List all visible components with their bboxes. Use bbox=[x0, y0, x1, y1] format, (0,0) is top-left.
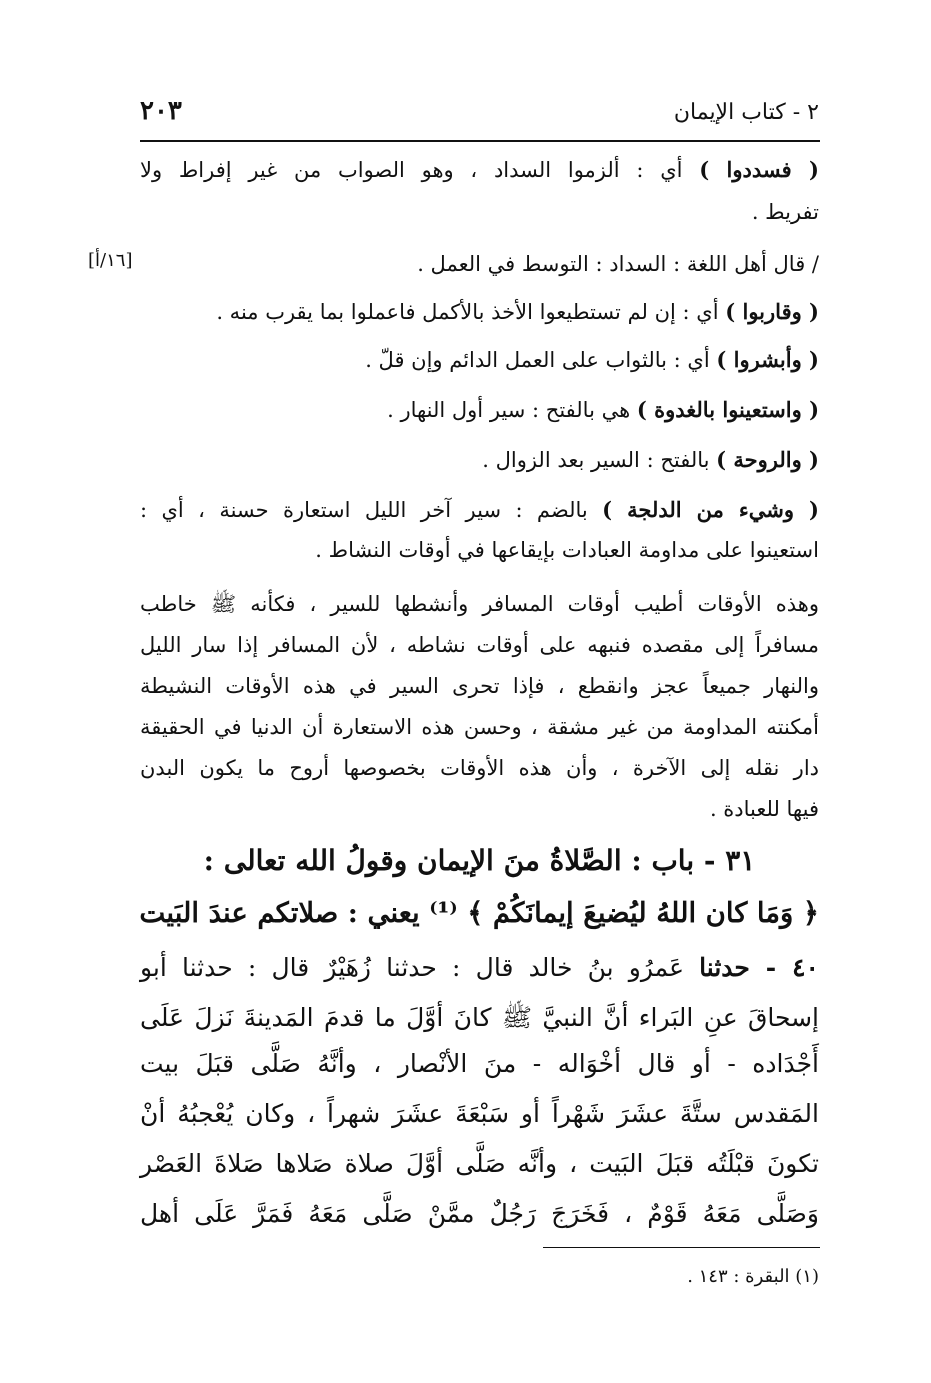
commentary-line bbox=[140, 530, 819, 570]
paragraph-line: فيها للعبادة . bbox=[709, 797, 819, 821]
hadith-text: إسحاقَ عنِ البَراء أنَّ النبيَّ ﷺ كانَ أوَّلَ ما قدمَ المَدينةَ نَزلَ عَلَى bbox=[140, 1003, 819, 1032]
commentary-term: ( وشيء من الدلجة ) bbox=[602, 497, 819, 522]
hadith-line bbox=[140, 1092, 819, 1136]
footnote: (١) البقرة : ١٤٣ . bbox=[687, 1266, 819, 1287]
hadith-line bbox=[140, 1142, 819, 1186]
header-rule bbox=[140, 140, 820, 142]
paragraph-line: دار نقله إلى الآخرة ، وأن هذه الأوقات بخصوصها أروح ما يكون البدن bbox=[140, 756, 819, 780]
commentary-line bbox=[140, 490, 819, 530]
hadith-text: وَصَلَّى مَعَهُ قَوْمٌ ، فَخَرَجَ رَجُلٌ ممَّنْ صَلَّى مَعَهُ فَمَرَّ عَلَى أهل bbox=[140, 1199, 819, 1228]
commentary-line bbox=[250, 244, 819, 284]
chapter-subheading: ﴿ وَمَا كان اللهُ ليُضيعَ إيمانَكُمْ ﴾ ⁽¹⁾ يعني : صلاتكم عندَ البَيت bbox=[139, 897, 819, 929]
commentary-text: أي : بالثواب على العمل الدائم وإن قلّ . bbox=[365, 348, 717, 372]
chapter-heading: ٣١ - باب : الصَّلاةُ منَ الإيمان وقولُ الله تعالى : bbox=[203, 844, 756, 877]
commentary-text: هي بالفتح : سير أول النهار . bbox=[387, 398, 637, 422]
commentary-text: بالفتح : السير بعد الزوال . bbox=[482, 448, 717, 472]
commentary-term: ( وقاربوا ) bbox=[725, 299, 819, 324]
commentary-text: أي : إن لم تستطيعوا الأخذ بالأكمل فاعملوا بما يقرب منه . bbox=[216, 300, 726, 324]
commentary-line bbox=[140, 292, 819, 332]
hadith-text: عَمرُو بنُ خالد قال : حدثنا زُهَيْرٌ قال : حدثنا أبو bbox=[140, 953, 700, 982]
hadith-text: تكونَ قبْلَتُه قبَلَ البَيت ، وأنَّه صَلَّى أوَّلَ صلاة صَلاها صَلاةَ العَصْر bbox=[140, 1149, 819, 1178]
running-header-title: ٢ - كتاب الإيمان bbox=[673, 100, 819, 125]
commentary-text: بالضم : سير آخر الليل استعارة حسنة ، أي : bbox=[140, 498, 603, 522]
commentary-text: تفريط . bbox=[751, 200, 819, 224]
hadith-line bbox=[140, 996, 819, 1040]
hadith-line bbox=[140, 946, 819, 990]
hadith-line bbox=[140, 1192, 819, 1236]
commentary-term: ( فسددوا ) bbox=[699, 157, 819, 182]
commentary-line bbox=[140, 440, 819, 480]
commentary-line bbox=[140, 150, 819, 190]
commentary-line bbox=[140, 390, 819, 430]
margin-folio-reference: [١٦/أ] bbox=[88, 250, 133, 271]
paragraph-line: وهذه الأوقات أطيب أوقات المسافر وأنشطها للسير ، فكأنه ﷺ خاطب bbox=[140, 592, 819, 616]
paragraph-line: أمكنته المداومة من غير مشقة ، وحسن هذه الاستعارة أن الدنيا في الحقيقة bbox=[140, 715, 819, 739]
commentary-text: / قال أهل اللغة : السداد : التوسط في العمل . bbox=[417, 252, 819, 276]
paragraph-line: والنهار جميعاً عجز وانقطع ، فإذا تحرى السير في هذه الأوقات النشيطة bbox=[140, 674, 819, 698]
page-number: ٢٠٣ bbox=[140, 96, 182, 126]
hadith-number: ٤٠ - حدثنا bbox=[699, 953, 819, 982]
commentary-term: ( والروحة ) bbox=[716, 447, 819, 472]
footnote-rule bbox=[543, 1247, 820, 1248]
commentary-term: ( وأبشروا ) bbox=[716, 347, 819, 372]
commentary-line bbox=[140, 340, 819, 380]
hadith-text: المَقدس ستَّةَ عشَرَ شَهْراً أو سَبْعَةَ عشَرَ شهراً ، وكان يُعْجبُهُ أنْ bbox=[140, 1099, 819, 1128]
commentary-text: استعينوا على مداومة العبادات بإيقاعها في أوقات النشاط . bbox=[315, 538, 819, 562]
commentary-line bbox=[140, 192, 819, 232]
hadith-text: أَجْدَاده - أو قال أخْوَاله - منَ الأنْصار ، وأنَّهُ صَلَّى قبَلَ بيت bbox=[140, 1049, 819, 1078]
hadith-line bbox=[140, 1042, 819, 1086]
commentary-text: أي : ألزموا السداد ، وهو الصواب من غير إفراط ولا bbox=[140, 158, 700, 182]
commentary-term: ( واستعينوا بالغدوة ) bbox=[636, 397, 819, 422]
paragraph-line: مسافراً إلى مقصده فنبهه على أوقات نشاطه ، لأن المسافر إذا سار الليل bbox=[140, 633, 819, 657]
